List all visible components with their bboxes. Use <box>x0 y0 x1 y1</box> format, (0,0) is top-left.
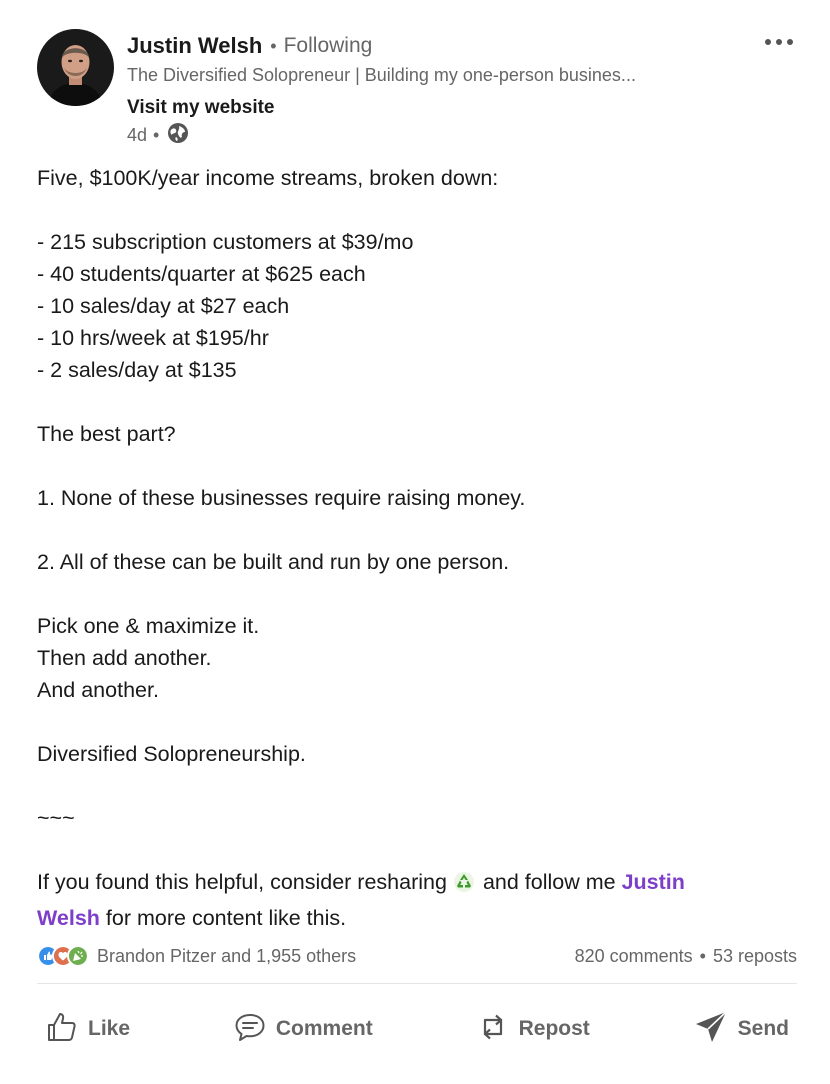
post-body <box>37 162 797 934</box>
post-line: - 10 sales/day at $27 each <box>37 294 290 318</box>
post-line: - 215 subscription customers at $39/mo <box>37 230 414 254</box>
mention-link-first[interactable]: Justin <box>621 870 685 894</box>
ellipsis-dot <box>787 39 793 45</box>
thumbs-up-icon <box>45 1010 79 1049</box>
more-options-button[interactable] <box>759 32 799 52</box>
follow-status[interactable]: Following <box>283 34 373 57</box>
post-line: And another. <box>37 678 159 702</box>
reaction-icons <box>37 945 89 967</box>
post-line: Diversified Solopreneurship. <box>37 742 306 766</box>
divider <box>37 983 797 984</box>
globe-icon <box>167 122 189 149</box>
comments-count[interactable]: 820 comments <box>574 945 693 966</box>
ellipsis-dot <box>776 39 782 45</box>
send-button[interactable] <box>685 1004 797 1054</box>
repost-button[interactable] <box>468 1004 598 1054</box>
social-counts <box>37 940 797 972</box>
like-label: Like <box>88 1017 131 1040</box>
post-line: Five, $100K/year income streams, broken down: <box>37 166 499 190</box>
author-avatar[interactable] <box>37 29 114 106</box>
post-time: 4d <box>127 124 148 145</box>
comment-label: Comment <box>275 1017 373 1040</box>
post-line: Pick one & maximize it. <box>37 614 260 638</box>
like-button[interactable] <box>37 1004 138 1054</box>
post-meta <box>127 122 189 148</box>
repost-icon <box>476 1010 510 1049</box>
separator-dot: • <box>153 124 160 145</box>
post-line: 1. None of these businesses require raising money. <box>37 486 526 510</box>
reactions-text: Brandon Pitzer and 1,955 others <box>97 945 357 966</box>
author-name[interactable]: Justin Welsh <box>127 33 263 58</box>
author-name-row <box>127 32 372 60</box>
comment-icon <box>233 1010 267 1049</box>
author-headline: The Diversified Solopreneur | Building my one-person busines... <box>127 65 636 85</box>
post-line: - 2 sales/day at $135 <box>37 358 237 382</box>
repost-label: Repost <box>518 1017 590 1040</box>
closing-text-middle: and follow me <box>482 870 616 894</box>
post-line: 2. All of these can be built and run by one person. <box>37 550 510 574</box>
send-label: Send <box>737 1017 789 1040</box>
send-icon <box>693 1009 729 1050</box>
closing-line <box>37 866 797 934</box>
action-bar <box>37 1004 797 1054</box>
comment-button[interactable] <box>225 1004 381 1054</box>
closing-text-after: for more content like this. <box>105 906 347 930</box>
reposts-count[interactable]: 53 reposts <box>712 945 797 966</box>
post-line: Then add another. <box>37 646 212 670</box>
post-line: The best part? <box>37 422 176 446</box>
post-line: - 10 hrs/week at $195/hr <box>37 326 269 350</box>
post-line: - 40 students/quarter at $625 each <box>37 262 366 286</box>
recycle-icon <box>453 870 475 902</box>
celebrate-icon <box>67 945 89 967</box>
reactions-summary[interactable] <box>37 945 356 967</box>
separator-dot: • <box>699 945 706 966</box>
mention-link-second[interactable]: Welsh <box>37 906 100 930</box>
separator-dot: • <box>270 35 277 56</box>
ellipsis-icon <box>765 39 771 45</box>
post-line: ~~~ <box>37 806 75 830</box>
visit-website-link[interactable]: Visit my website <box>127 97 275 118</box>
closing-text-before: If you found this helpful, consider resharing <box>37 870 447 894</box>
engagement-counts <box>575 946 797 967</box>
